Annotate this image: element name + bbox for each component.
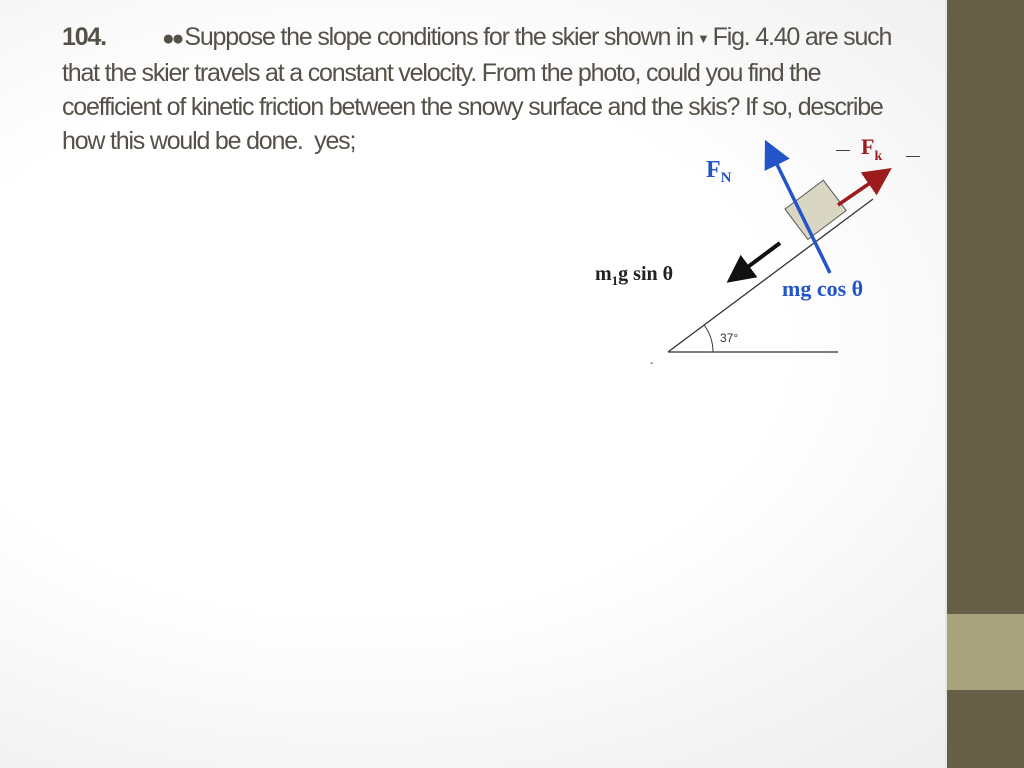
dash-left: —: [836, 141, 850, 157]
friction-label: $F_k$: [861, 134, 883, 164]
problem-text-part2: Fig. 4.40 are such that the skier travels at a constant velocity. From the photo, could you find the coefficient of kinetic friction between the snowy surface and the skis? If so, describe how this would be done.: [62, 23, 892, 155]
dash-right: —: [906, 147, 920, 163]
gravity-parallel-label: $m_1g$ sin θ: [595, 263, 674, 288]
skier-block: [785, 180, 846, 239]
caret-down-icon: ▼: [696, 31, 709, 46]
friction-arrow: [838, 172, 886, 205]
answer-text: yes;: [314, 127, 356, 155]
gravity-perp-label: mg cos θ: [782, 276, 864, 301]
sidebar-divider: [945, 0, 947, 768]
free-body-diagram: [580, 130, 940, 370]
gravity-parallel-arrow: [733, 243, 780, 278]
angle-arc: [704, 325, 713, 352]
decorative-sidebar-accent: [947, 614, 1024, 690]
normal-force-label: $F_N$: [706, 157, 732, 186]
angle-label: 37°: [720, 331, 739, 345]
difficulty-dots-icon: ●●: [162, 27, 182, 50]
small-tick: -: [650, 358, 654, 369]
problem-number: 104.: [62, 23, 106, 51]
problem-text-part1: Suppose the slope conditions for the skier shown in: [184, 23, 693, 51]
